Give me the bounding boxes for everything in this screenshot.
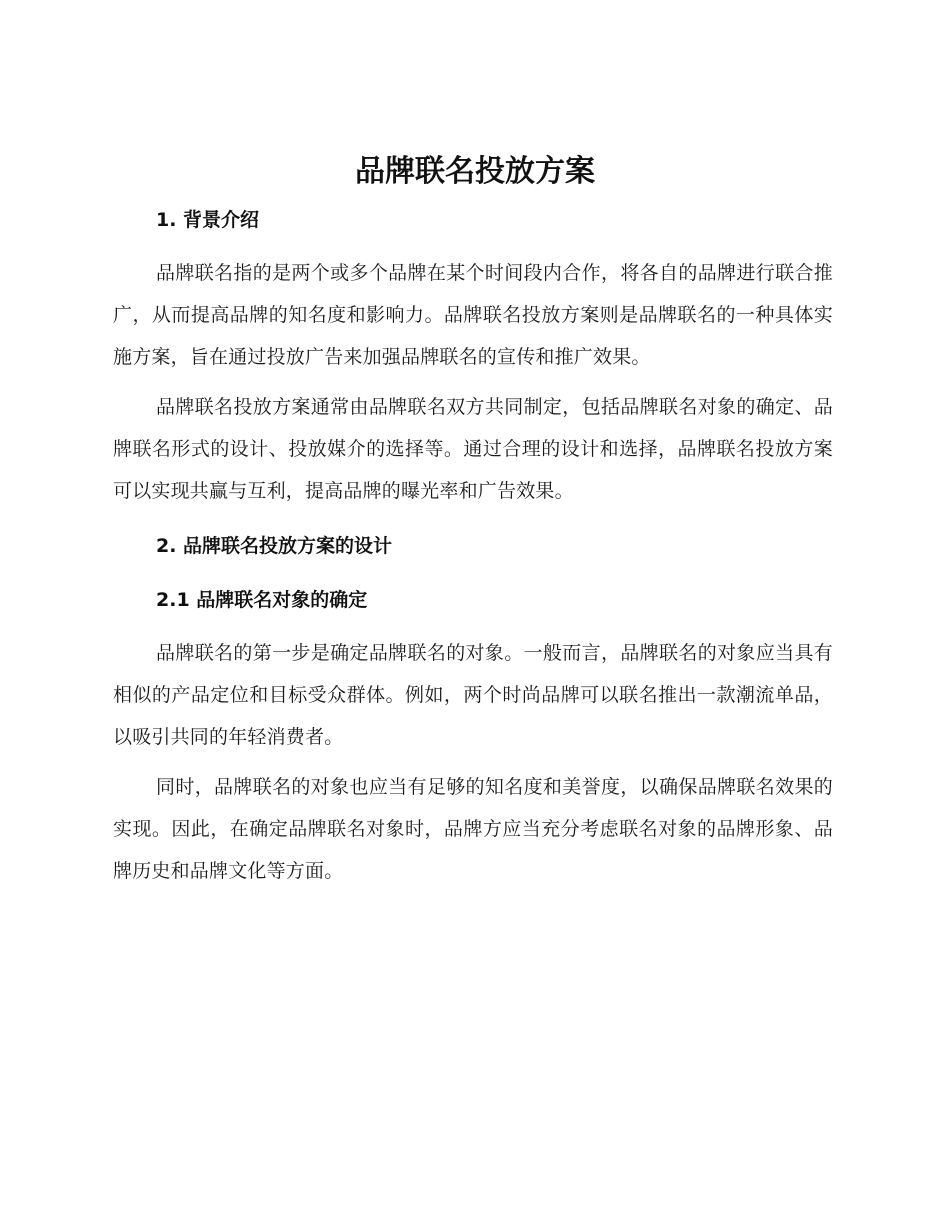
paragraph: 同时，品牌联名的对象也应当有足够的知名度和美誉度，以确保品牌联名效果的实现。因此，在确定品牌联名对象时，品牌方应当充分考虑联名对象的品牌形象、品牌历史和品牌文化等方面。 <box>113 776 833 882</box>
paragraph: 品牌联名投放方案通常由品牌联名双方共同制定，包括品牌联名对象的确定、品牌联名形式的设计、投放媒介的选择等。通过合理的设计和选择，品牌联名投放方案可以实现共赢与互利，提高品牌的曝光率和广告效果。 <box>113 396 833 502</box>
subsection-heading-partner: 2.1 品牌联名对象的确定 <box>156 589 368 611</box>
document-body <box>113 198 833 892</box>
section-heading-background: 1. 背景介绍 <box>156 209 260 231</box>
paragraph: 品牌联名指的是两个或多个品牌在某个时间段内合作，将各自的品牌进行联合推广，从而提高品牌的知名度和影响力。品牌联名投放方案则是品牌联名的一种具体实施方案，旨在通过投放广告来加强品牌联名的宣传和推广效果。 <box>113 262 833 368</box>
section-heading-design: 2. 品牌联名投放方案的设计 <box>156 535 393 557</box>
paragraph: 品牌联名的第一步是确定品牌联名的对象。一般而言，品牌联名的对象应当具有相似的产品定位和目标受众群体。例如，两个时尚品牌可以联名推出一款潮流单品，以吸引共同的年轻消费者。 <box>113 642 833 748</box>
document-title: 品牌联名投放方案 <box>355 154 595 189</box>
